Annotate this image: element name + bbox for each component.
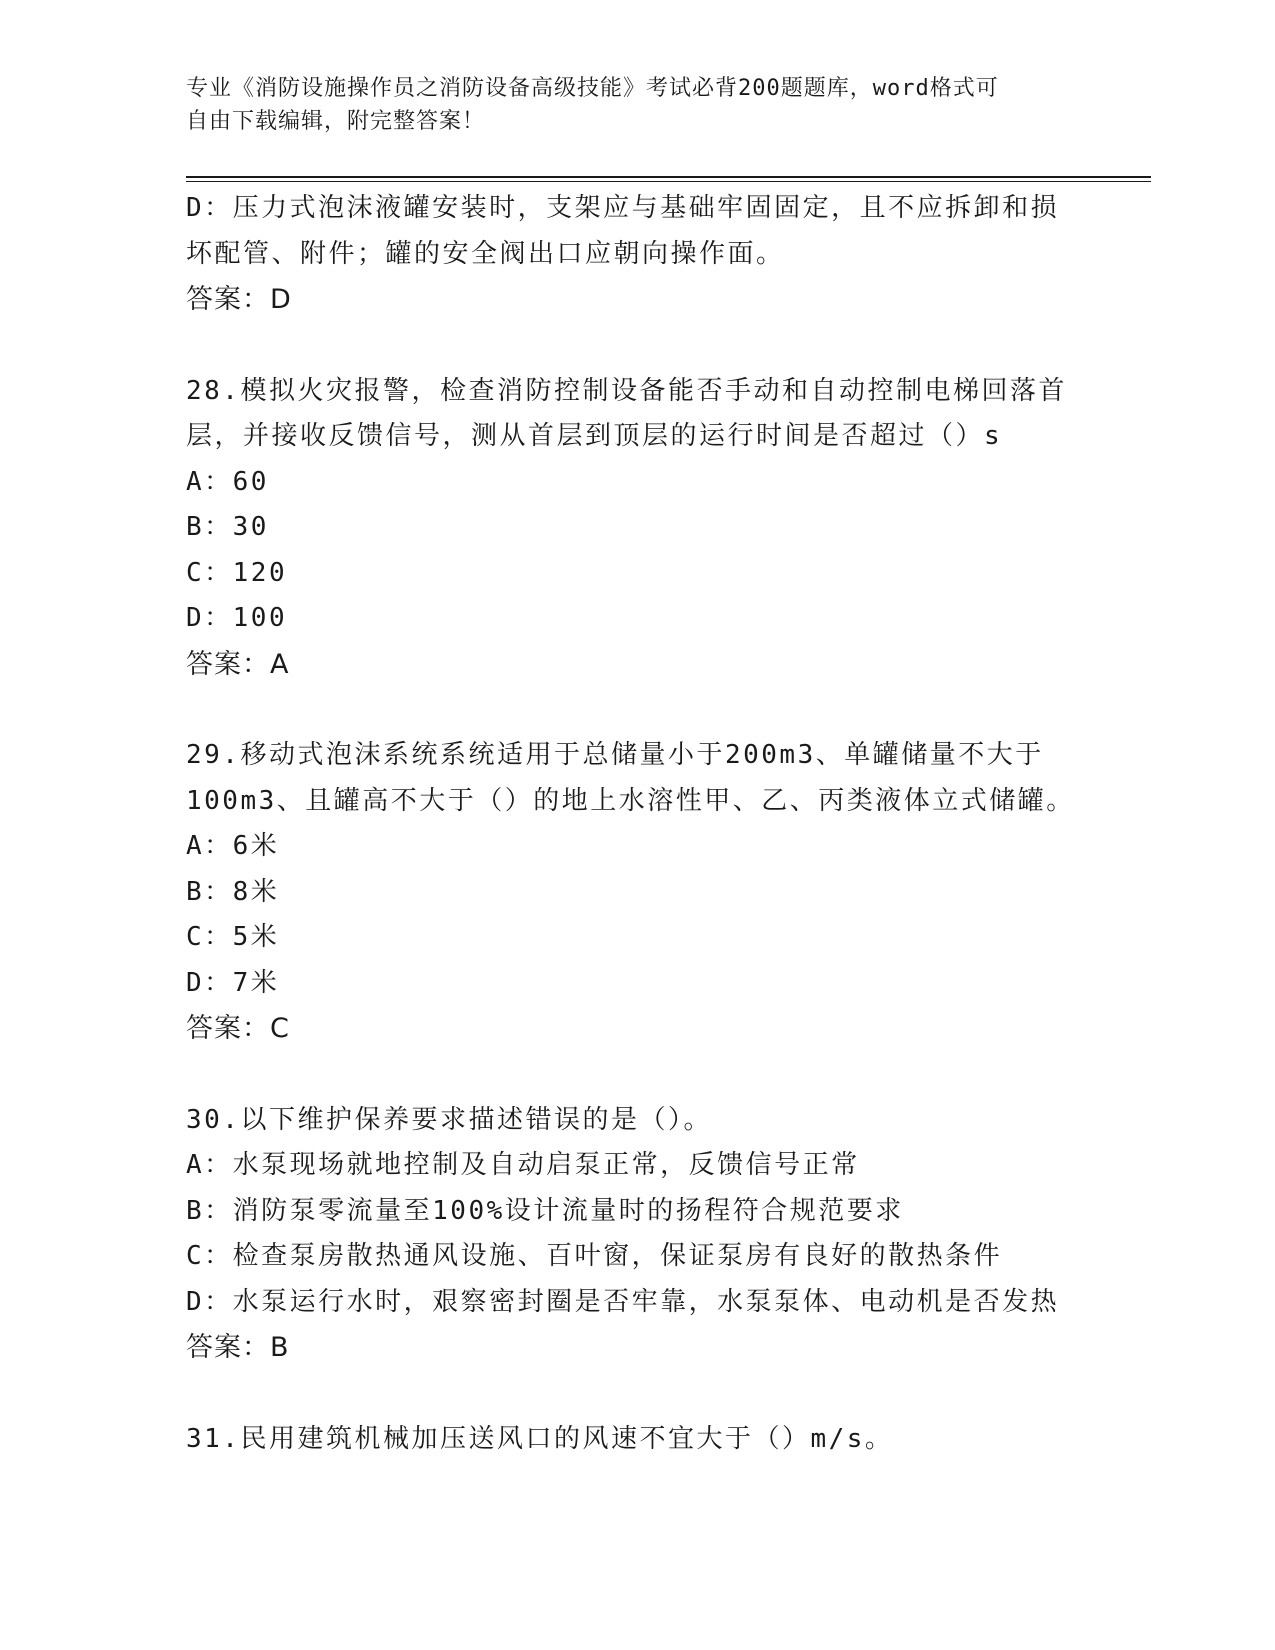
spacer [186, 687, 1151, 733]
option-c: C：5米 [186, 922, 280, 952]
question-27-tail [186, 186, 1151, 323]
option-d: D：100 [186, 603, 288, 633]
header-divider-thin [186, 181, 1151, 182]
header-title-line-2: 自由下载编辑，附完整答案！ [186, 109, 486, 134]
question-stem-line-1: 29.移动式泡沫系统系统适用于总储量小于200m3、单罐储量不大于 [186, 740, 1044, 770]
question-28 [186, 369, 1151, 688]
answer-label: 答案：B [186, 1332, 290, 1363]
question-list [186, 186, 1151, 1462]
option-d-line-1: D：压力式泡沫液罐安装时，支架应与基础牢固固定，且不应拆卸和损 [186, 193, 1060, 223]
question-stem-line-1: 28.模拟火灾报警，检查消防控制设备能否手动和自动控制电梯回落首 [186, 375, 1067, 406]
option-a: A：水泵现场就地控制及自动启泵正常，反馈信号正常 [186, 1150, 860, 1180]
answer-label: 答案：D [186, 284, 292, 315]
question-30 [186, 1098, 1151, 1371]
question-31 [186, 1417, 1151, 1463]
option-d: D：水泵运行水时，艰察密封圈是否牢靠，水泵泵体、电动机是否发热 [186, 1286, 1060, 1317]
spacer [186, 1052, 1151, 1098]
option-b: B：8米 [186, 876, 280, 907]
answer-label: 答案：A [186, 648, 290, 680]
question-stem-line-2: 层，并接收反馈信号，测从首层到顶层的运行时间是否超过（）s [186, 421, 1003, 451]
option-d: D：7米 [186, 967, 280, 998]
option-a: A：6米 [186, 831, 280, 861]
spacer [186, 323, 1151, 369]
spacer [186, 1371, 1151, 1417]
option-b: B：30 [186, 512, 269, 542]
answer-label: 答案：C [186, 1013, 290, 1044]
option-a: A：60 [186, 466, 269, 497]
option-c: C：检查泵房散热通风设施、百叶窗，保证泵房有良好的散热条件 [186, 1241, 1003, 1271]
option-c: C：120 [186, 557, 288, 588]
option-d-line-2: 坏配管、附件；罐的安全阀出口应朝向操作面。 [186, 238, 785, 269]
question-stem-line-1: 31.民用建筑机械加压送风口的风速不宜大于（）m/s。 [186, 1423, 894, 1454]
header-title-line-1: 专业《消防设施操作员之消防设备高级技能》考试必背200题题库，word格式可 [186, 76, 999, 101]
question-stem-line-2: 100m3、且罐高不大于（）的地上水溶性甲、乙、丙类液体立式储罐。 [186, 785, 1075, 816]
header-divider-thick [186, 176, 1151, 178]
document-header [186, 72, 1086, 138]
option-b: B：消防泵零流量至100%设计流量时的扬程符合规范要求 [186, 1195, 904, 1226]
question-stem-line-1: 30.以下维护保养要求描述错误的是（）。 [186, 1104, 712, 1135]
question-29 [186, 733, 1151, 1052]
